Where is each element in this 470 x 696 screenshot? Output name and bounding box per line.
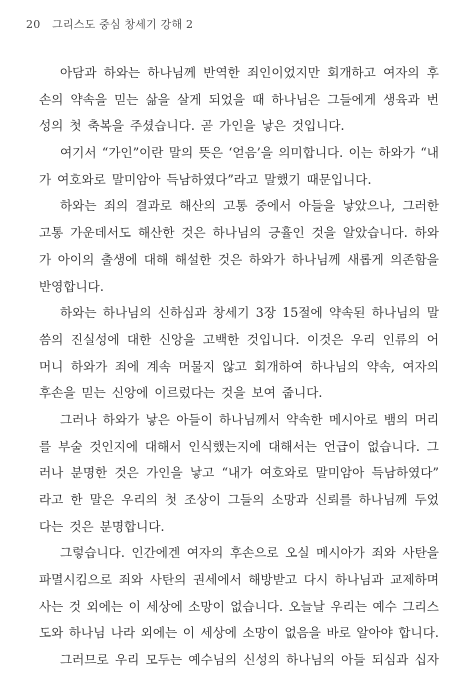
text-word: 머리: [414, 411, 439, 427]
text-word: 그렇습니다.: [60, 545, 125, 561]
text-word: 다는: [39, 518, 64, 534]
text-line: [39, 247, 439, 274]
text-word: 줍니다.: [281, 385, 323, 401]
text-line: [39, 87, 439, 114]
text-word: 어: [426, 331, 439, 347]
text-word: 약속,: [366, 358, 395, 374]
text-word: 것입니다.: [246, 331, 300, 347]
text-word: 여호와로: [259, 465, 309, 481]
text-word: 없습니다.: [230, 598, 283, 614]
text-word: 가운데서도: [70, 225, 132, 241]
text-word: 여자의: [186, 545, 224, 561]
text-word: 때문입니다.: [306, 171, 372, 187]
text-word: 하와가: [70, 358, 108, 374]
book-title: 그리스도 중심 창세기 강해 2: [52, 18, 194, 31]
text-word: 하와가: [378, 145, 415, 161]
page-number: 20: [26, 18, 41, 31]
text-word: 대해서: [144, 438, 182, 454]
text-word: 아이의: [57, 251, 95, 267]
text-word: 반영합니다.: [39, 278, 104, 294]
text-word: 하나님은: [271, 91, 321, 107]
text-word: 그리스: [402, 598, 439, 614]
text-word: 해설한: [174, 251, 212, 267]
text-word: 고백한: [202, 331, 240, 347]
text-word: 말의: [168, 145, 194, 161]
text-word: 출생에: [100, 251, 138, 267]
text-word: 그러므로: [60, 652, 109, 668]
text-line: [39, 567, 439, 594]
text-word: 생육과: [383, 91, 420, 107]
text-line: [39, 514, 439, 541]
text-word: 가인을: [219, 118, 256, 134]
text-word: 의미합니다.: [278, 145, 344, 161]
text-word: 하나님의: [212, 225, 262, 241]
text-word: 머니: [39, 358, 64, 374]
text-word: 예수: [372, 598, 397, 614]
text-word: 보여: [251, 385, 276, 401]
text-word: 세상에: [146, 598, 183, 614]
body-text: [39, 60, 439, 674]
text-word: 삶을: [145, 91, 170, 107]
text-word: 죄인이었지만: [246, 65, 320, 80]
text-word: 하와는: [103, 65, 141, 80]
text-word: 득남하였다”라고: [166, 171, 259, 187]
text-word: 러나: [39, 465, 64, 481]
text-word: 권세에서: [193, 572, 242, 588]
text-word: 말은: [89, 492, 115, 507]
text-word: 없음을: [284, 625, 321, 641]
text-word: 창세기: [212, 305, 250, 321]
text-line: [39, 167, 439, 194]
text-word: 이르렀다는: [154, 385, 216, 401]
text-word: 오실: [285, 545, 310, 561]
text-line: [39, 620, 439, 647]
text-word: 하나님께: [147, 65, 197, 80]
text-word: 아들이: [176, 411, 213, 427]
text-word: 부술: [58, 438, 83, 454]
text-word: 예수님의: [188, 652, 238, 668]
text-word: 진실성에: [70, 331, 120, 347]
text-line: [39, 140, 439, 167]
text-word: 세상에: [200, 625, 237, 641]
text-word: 하나님의: [286, 652, 335, 668]
text-word: 후손으로: [229, 545, 279, 561]
text-word: 죄와: [118, 572, 144, 588]
text-word: 고통: [223, 198, 248, 214]
text-word: 신하심과: [157, 305, 207, 321]
text-word: 우리의: [121, 492, 158, 507]
text-word: 낳은: [261, 118, 286, 134]
text-word: 이것은: [306, 331, 344, 347]
text-word: 후손을: [39, 385, 76, 401]
text-word: 하와가: [102, 411, 140, 427]
text-word: 다시: [303, 572, 329, 588]
text-word: 손의: [39, 91, 64, 107]
text-word: 첫: [69, 118, 82, 134]
text-word: 십자: [414, 652, 439, 668]
text-word: 되심과: [371, 652, 409, 668]
text-word: 것은: [69, 518, 94, 534]
text-word: 가: [39, 171, 52, 187]
text-word: 오늘날: [288, 598, 325, 614]
text-word: 득남하였다”: [371, 465, 439, 481]
text-word: 첫: [164, 492, 178, 507]
text-word: 한: [70, 492, 83, 507]
text-word: 분명합니다.: [99, 518, 165, 534]
text-word: 파멸시킴으로: [39, 572, 112, 588]
text-word: 그: [426, 438, 439, 454]
text-word: 신뢰를: [315, 492, 352, 507]
text-word: 이: [128, 598, 141, 614]
text-word: 분명한: [70, 465, 108, 481]
text-line: [39, 327, 439, 354]
text-line: [39, 460, 439, 487]
text-word: 우리는: [330, 598, 367, 614]
text-word: 것은: [181, 225, 206, 241]
text-word: “내: [420, 145, 439, 161]
text-word: 도와: [39, 625, 64, 641]
text-word: 해산의: [179, 198, 216, 214]
text-line: [39, 407, 439, 434]
text-word: 하나님의: [310, 358, 360, 374]
text-word: 결과로: [135, 198, 172, 214]
text-word: 반역한: [203, 65, 240, 80]
running-header: [26, 16, 193, 32]
text-word: 하와: [414, 225, 439, 241]
text-word: 것을: [221, 385, 246, 401]
text-line: [39, 300, 439, 327]
text-word: 하나님의: [371, 305, 421, 321]
text-word: 곧: [200, 118, 214, 134]
text-word: 말미암아: [111, 171, 161, 187]
text-word: 않고: [222, 358, 247, 374]
text-word: 인식했는지에: [188, 438, 262, 454]
text-word: 낳았으나,: [342, 198, 396, 214]
text-word: 뱀의: [383, 411, 409, 427]
text-word: 해방받고: [248, 572, 298, 588]
text-word: 뜻은: [198, 145, 223, 161]
text-word: 언급이: [323, 438, 361, 454]
text-word: 하나님께서: [219, 411, 280, 427]
text-word: 아들: [341, 652, 366, 668]
text-word: 바로: [326, 625, 351, 641]
text-word: 죄의: [103, 198, 129, 214]
text-word: 그러한: [402, 198, 439, 214]
text-word: 소망이: [188, 598, 225, 614]
text-word: 아들을: [298, 198, 336, 214]
text-word: 축복을: [87, 118, 125, 134]
text-word: 대한: [126, 331, 152, 347]
text-word: 성의: [39, 118, 64, 134]
text-word: 대해서는: [268, 438, 317, 454]
text-word: 하와는: [60, 198, 97, 214]
text-word: 낳은: [145, 411, 170, 427]
text-word: “내가: [221, 465, 253, 481]
text-word: 하나님께: [291, 251, 341, 267]
text-word: 나라: [110, 625, 136, 641]
text-line: [39, 487, 439, 514]
text-word: 말했기: [264, 171, 301, 187]
text-word: 때: [252, 91, 265, 107]
text-word: 메시아로: [328, 411, 378, 427]
text-word: 이는: [348, 145, 373, 161]
text-word: 우리: [350, 331, 376, 347]
text-word: 것입니다.: [291, 118, 345, 134]
text-word: 3장: [255, 305, 276, 321]
text-line: [39, 540, 439, 567]
text-word: 약속한: [286, 411, 323, 427]
text-word: 낳고: [189, 465, 215, 481]
text-word: 신성의: [243, 652, 280, 668]
text-word: 죄와: [371, 545, 396, 561]
text-word: 그들에게: [327, 91, 377, 107]
text-line: [39, 274, 439, 301]
text-word: 후: [426, 65, 439, 80]
text-word: “가인”이란: [101, 145, 164, 161]
text-word: 교제하며: [390, 572, 439, 588]
text-word: 새롭게: [347, 251, 384, 267]
text-line: [39, 193, 439, 220]
text-word: 긍휼인: [268, 225, 305, 241]
text-word: 사탄의: [149, 572, 187, 588]
text-word: 것을: [311, 225, 336, 241]
text-line: [39, 647, 439, 674]
text-word: 이: [182, 625, 195, 641]
text-word: 를: [39, 438, 52, 454]
text-word: 계속: [146, 358, 171, 374]
text-word: 하와는: [60, 305, 97, 321]
text-word: 조상이: [184, 492, 221, 507]
text-word: 것은: [114, 465, 139, 481]
text-word: 여자의: [402, 358, 439, 374]
text-word: 하와가: [248, 251, 286, 267]
text-word: 모두는: [145, 652, 183, 668]
text-word: 해산한: [137, 225, 175, 241]
text-word: 사탄을: [402, 545, 439, 561]
text-line: [39, 594, 439, 621]
text-line: [39, 354, 439, 381]
text-word: 합니다.: [398, 625, 439, 641]
text-word: 번: [426, 91, 439, 107]
text-word: 하나님의: [102, 305, 152, 321]
text-word: 여호와로: [57, 171, 106, 187]
text-word: 씀의: [39, 331, 64, 347]
text-word: 우리: [114, 652, 140, 668]
text-word: 인류의: [382, 331, 420, 347]
text-word: 하나님: [68, 625, 106, 641]
text-word: 외에는: [140, 625, 178, 641]
text-word: ‘얻음’을: [228, 145, 273, 161]
text-word: 없습니다.: [367, 438, 420, 454]
text-word: 외에는: [86, 598, 124, 614]
text-word: 가인을: [146, 465, 183, 481]
text-word: 고통: [39, 225, 64, 241]
text-word: 회개하여: [254, 358, 303, 374]
text-word: 의존함을: [390, 251, 439, 267]
text-word: 여자의: [383, 65, 420, 80]
text-word: 중에서: [254, 198, 292, 214]
text-word: 아담과: [60, 65, 97, 80]
text-line: [39, 60, 439, 87]
text-word: 하나님과: [334, 572, 384, 588]
text-line: [39, 434, 439, 461]
text-word: 신앙을: [158, 331, 196, 347]
text-word: 그들의: [227, 492, 265, 507]
text-word: 소망이: [242, 625, 279, 641]
text-word: 되었을: [208, 91, 246, 107]
text-word: 주셨습니다.: [130, 118, 195, 134]
text-word: 것인지에: [89, 438, 138, 454]
text-word: 살게: [177, 91, 202, 107]
text-word: 말: [426, 305, 439, 321]
text-word: 그러나: [60, 411, 97, 427]
text-word: 두었: [414, 492, 439, 507]
text-word: 15절에: [282, 305, 323, 321]
text-line: [39, 220, 439, 247]
text-word: 사는: [39, 598, 64, 614]
text-line: [39, 380, 439, 407]
text-word: 라고: [39, 492, 64, 507]
text-word: 약속된: [328, 305, 366, 321]
text-word: 가: [39, 251, 52, 267]
text-word: 인간에겐: [131, 545, 181, 561]
text-word: 회개하고: [327, 65, 376, 80]
text-word: 죄에: [114, 358, 140, 374]
text-word: 약속을: [70, 91, 107, 107]
text-word: 하나님께: [358, 492, 408, 507]
text-word: 여기서: [60, 145, 97, 161]
text-word: 것은: [217, 251, 243, 267]
text-word: 대해: [143, 251, 169, 267]
text-word: 소망과: [271, 492, 309, 507]
text-word: 알아야: [356, 625, 393, 641]
text-line: [39, 113, 439, 140]
text-word: 신앙에: [111, 385, 149, 401]
text-word: 믿는: [114, 91, 139, 107]
text-word: 믿는: [81, 385, 106, 401]
text-word: 메시아가: [316, 545, 365, 561]
text-word: 알았습니다.: [342, 225, 408, 241]
text-word: 것: [68, 598, 82, 614]
text-word: 머물지: [178, 358, 215, 374]
text-word: 말미암아: [315, 465, 365, 481]
